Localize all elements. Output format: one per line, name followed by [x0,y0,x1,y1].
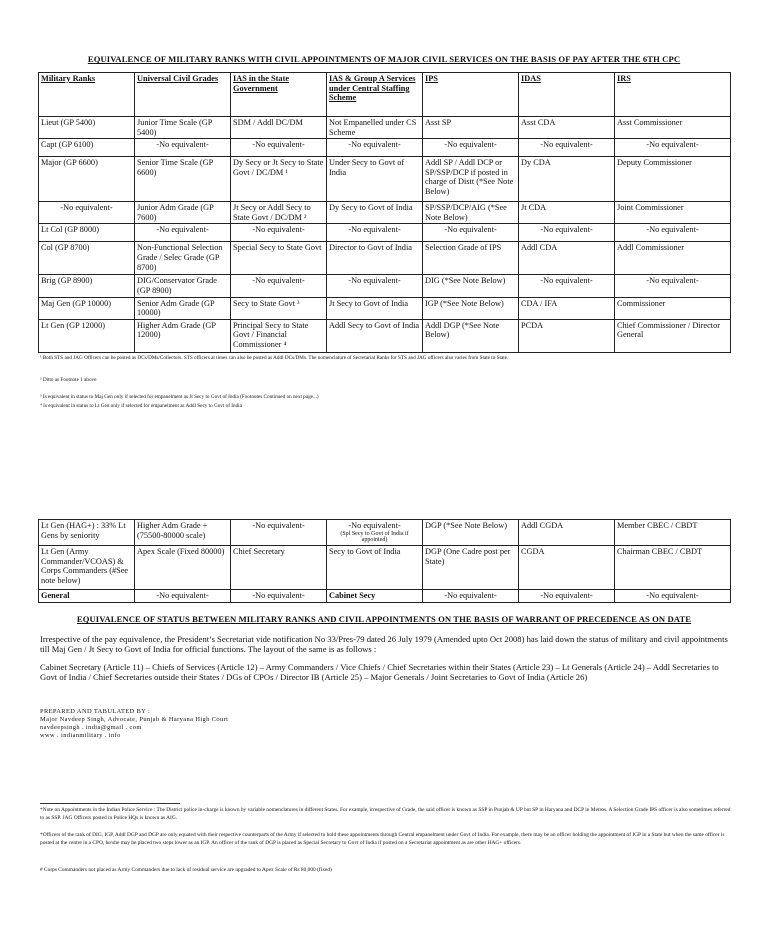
table-cell: -No equivalent- [423,139,519,157]
table-cell: Capt (GP 6100) [39,139,135,157]
table-cell: -No equivalent- [231,139,327,157]
table-cell: General [39,590,135,603]
intro-paragraph: Irrespective of the pay equivalence, the President’s Secretariat vide notification No 33/Pres-79 dated 26 July 1979 (Amended upto Oct 2008) has laid down the status of military and civil appointments till Maj Gen / Jt Secy to Govt of India for official functions. The layout of the same is as follows : [40,634,728,654]
table-cell: Selection Grade of IPS [423,242,519,275]
table-row [39,224,731,242]
table-cell: CDA / IFA [519,297,615,319]
table-cell: -No equivalent- [327,275,423,297]
table-cell: Principal Secy to State Govt / Financial Commissioner ⁴ [231,319,327,352]
prepared-by-block [40,708,228,740]
table-cell: Asst CDA [519,117,615,139]
table-cell: -No equivalent- [231,224,327,242]
officers-equivalence-note: *Officers of the rank of DIG, IGP, Addl DGP and DGP are only equated with their respective counterparts of the Army if selected to hold these appointments through Central empanelment under Govt of India. For example, there may be an officer holding the appointment of IGP in a State but when the same officer is posted at the centre in a CPO, he/she may be placed two steps lower as an IGP. An officer of the rank of DGP is placed as Special Secretary to Govt of India if posted on a Secretariat appointment as are other HAG+ officers. [40,832,725,846]
author-email: navdeepsingh . india@gmail . com [40,724,142,731]
table-row [39,297,731,319]
table-cell: Addl Secy to Govt of India [327,319,423,352]
table-cell: Lt Gen (GP 12000) [39,319,135,352]
table-row [39,275,731,297]
table-cell: CGDA [519,546,615,590]
table-cell: Cabinet Secy [327,590,423,603]
table-cell: Chief Secretary [231,546,327,590]
page-title-text: EQUIVALENCE OF MILITARY RANKS WITH CIVIL APPOINTMENTS OF MAJOR CIVIL SERVICES ON THE BASIS OF PAY AFTER THE 6TH CPC [87,54,681,64]
table-cell: Addl SP / Addl DCP or SP/SSP/DCP if posted in charge of Distt (*See Note Below) [423,157,519,202]
table-cell: -No equivalent- [135,139,231,157]
page-title [0,54,768,64]
header-universal-civil-grades: Universal Civil Grades [135,73,231,117]
table-cell [327,520,423,546]
table-cell: Asst SP [423,117,519,139]
table-row [39,139,731,157]
table-cell: Director to Govt of India [327,242,423,275]
table-row [39,319,731,352]
section-title [0,614,768,624]
table-cell: Dy Secy to Govt of India [327,202,423,224]
table-cell: Non-Functional Selection Grade / Selec Grade (GP 8700) [135,242,231,275]
table-cell: Secy to Govt of India [327,546,423,590]
table-cell: SP/SSP/DCP/AIG (*See Note Below) [423,202,519,224]
table-cell: Brig (GP 8900) [39,275,135,297]
header-ias-state: IAS in the State Government [231,73,327,117]
table-cell: Higher Adm Grade + (75500-80000 scale) [135,520,231,546]
table-cell: -No equivalent- [519,139,615,157]
table-row [39,117,731,139]
table-cell: Major (GP 6600) [39,157,135,202]
table-cell: -No equivalent- [615,139,731,157]
table-cell: Under Secy to Govt of India [327,157,423,202]
table-cell: Jt Secy to Govt of India [327,297,423,319]
table-cell: Maj Gen (GP 10000) [39,297,135,319]
table-cell: -No equivalent- [231,520,327,546]
table-cell: Col (GP 8700) [39,242,135,275]
table-header-row [39,73,731,117]
table-cell: Lt Gen (Army Commander/VCOAS) & Corps Commanders (#See note below) [39,546,135,590]
table-cell: DIG/Conservator Grade (GP 8900) [135,275,231,297]
table-cell: DGP (*See Note Below) [423,520,519,546]
table-cell: DGP (One Cadre post per State) [423,546,519,590]
header-idas: IDAS [519,73,615,117]
table-cell: -No equivalent- [519,590,615,603]
footnote-1: ¹ Both STS and JAG Officers can be posted as DCs/DMs/Collectors. STS officers at times can also be posted as Addl DCs/DMs. The nomenclature of Secretarial Ranks for STS and JAG officers also varies from State to State. [40,355,509,361]
table-cell: PCDA [519,319,615,352]
footnote-2: ² Ditto as Footnote 1 above [40,377,97,383]
author-website: www . indianmilitary . info [40,732,121,739]
table-cell: Chairman CBEC / CBDT [615,546,731,590]
table-row [39,520,731,546]
table-cell: Higher Adm Grade (GP 12000) [135,319,231,352]
table-cell: -No equivalent- [327,224,423,242]
table-cell-subnote: (Spl Secy to Govt of India if appointed) [340,530,409,544]
header-military-ranks: Military Ranks [39,73,135,117]
table-row [39,546,731,590]
header-ips: IPS [423,73,519,117]
table-cell: Jt CDA [519,202,615,224]
table-cell: -No equivalent- [231,590,327,603]
table-cell: Dy Secy or Jt Secy to State Govt / DC/DM ¹ [231,157,327,202]
table-cell: Secy to State Govt ³ [231,297,327,319]
table-cell: -No equivalent- [39,202,135,224]
table-row [39,590,731,603]
table-cell: Addl CGDA [519,520,615,546]
table-cell: Addl Commissioner [615,242,731,275]
table-cell: Commissioner [615,297,731,319]
table-cell: Addl CDA [519,242,615,275]
table-cell: DIG (*See Note Below) [423,275,519,297]
table-row [39,157,731,202]
pay-equivalence-table [38,72,731,353]
table-cell: -No equivalent- [423,590,519,603]
table-cell-text: -No equivalent- [348,521,401,530]
table-cell: -No equivalent- [615,224,731,242]
prepared-by-heading: PREPARED AND TABULATED BY : [40,708,151,715]
table-cell: Lt Gen (HAG+) : 33% Lt Gens by seniority [39,520,135,546]
corps-commanders-note: # Corps Commanders not placed as Army Commanders due to lack of residual service are upgraded to Apex Scale of Rs 80,000 (fixed) [40,867,332,873]
table-cell: SDM / Addl DC/DM [231,117,327,139]
table-cell: Senior Time Scale (GP 6600) [135,157,231,202]
table-cell: Lieut (GP 5400) [39,117,135,139]
table-cell: Special Secy to State Govt [231,242,327,275]
table-cell: Jt Secy or Addl Secy to State Govt / DC/DM ² [231,202,327,224]
table-cell: Chief Commissioner / Director General [615,319,731,352]
table-cell: Junior Adm Grade (GP 7600) [135,202,231,224]
precedence-paragraph: Cabinet Secretary (Article 11) – Chiefs of Services (Article 12) – Army Commanders / Vice Chiefs / Chief Secretaries within their States (Article 23) – Lt Generals (Article 24) – Addl Secretaries to Govt of India / Chief Secretaries outside their States / DGs of CPOs / Director IB (Article 25) – Major Generals / Joint Secretaries to Govt of India (Article 26) [40,662,719,682]
footnote-3: ³ Is equivalent in status to Maj Gen only if selected for empanelment as Jt Secy to Govt of India (Footnotes Continued on next page...) [40,394,319,400]
table-cell: Junior Time Scale (GP 5400) [135,117,231,139]
table-cell: IGP (*See Note Below) [423,297,519,319]
table-cell: -No equivalent- [327,139,423,157]
table-cell: Joint Commissioner [615,202,731,224]
table-cell: Member CBEC / CBDT [615,520,731,546]
table-cell: Addl DGP (*See Note Below) [423,319,519,352]
table-cell: Not Empanelled under CS Scheme [327,117,423,139]
table-cell: Senior Adm Grade (GP 10000) [135,297,231,319]
table-cell: -No equivalent- [423,224,519,242]
table-cell: Lt Col (GP 8000) [39,224,135,242]
table-row [39,202,731,224]
table-cell: -No equivalent- [615,590,731,603]
footnote-separator [40,803,180,804]
ips-appointments-note: *Note on Appointments in the Indian Police Service : The District police in-charge is known by variable nomenclatures in different States. For example, irrespective of Grade, the said officer is known as SSP in Punjab & UP but SP in Haryana and DCP in Metros. A Selection Grade IPS officer is also sometimes referred to as SSP. JAG Officers posted in Police HQs is known as AIG. [40,807,731,821]
table-cell: -No equivalent- [231,275,327,297]
table-row [39,242,731,275]
header-ias-central: IAS & Group A Services under Central Staffing Scheme [327,73,423,117]
table-cell: -No equivalent- [135,224,231,242]
table-cell: -No equivalent- [519,275,615,297]
table-cell: -No equivalent- [519,224,615,242]
table-cell: -No equivalent- [615,275,731,297]
table-cell: Asst Commissioner [615,117,731,139]
table-cell: Dy CDA [519,157,615,202]
table-cell: -No equivalent- [135,590,231,603]
header-irs: IRS [615,73,731,117]
higher-ranks-table [38,519,731,603]
footnote-4: ⁴ Is equivalent in status to Lt Gen only if selected for empanelment as Addl Secy to Govt of India [40,403,242,409]
section-title-text: EQUIVALENCE OF STATUS BETWEEN MILITARY RANKS AND CIVIL APPOINTMENTS ON THE BASIS OF WARRANT OF PRECEDENCE AS ON DATE [76,614,692,624]
table-cell: Apex Scale (Fixed 80000) [135,546,231,590]
author-line: Major Navdeep Singh, Advocate, Punjab & Haryana High Court [40,716,229,723]
table-cell: Deputy Commissioner [615,157,731,202]
